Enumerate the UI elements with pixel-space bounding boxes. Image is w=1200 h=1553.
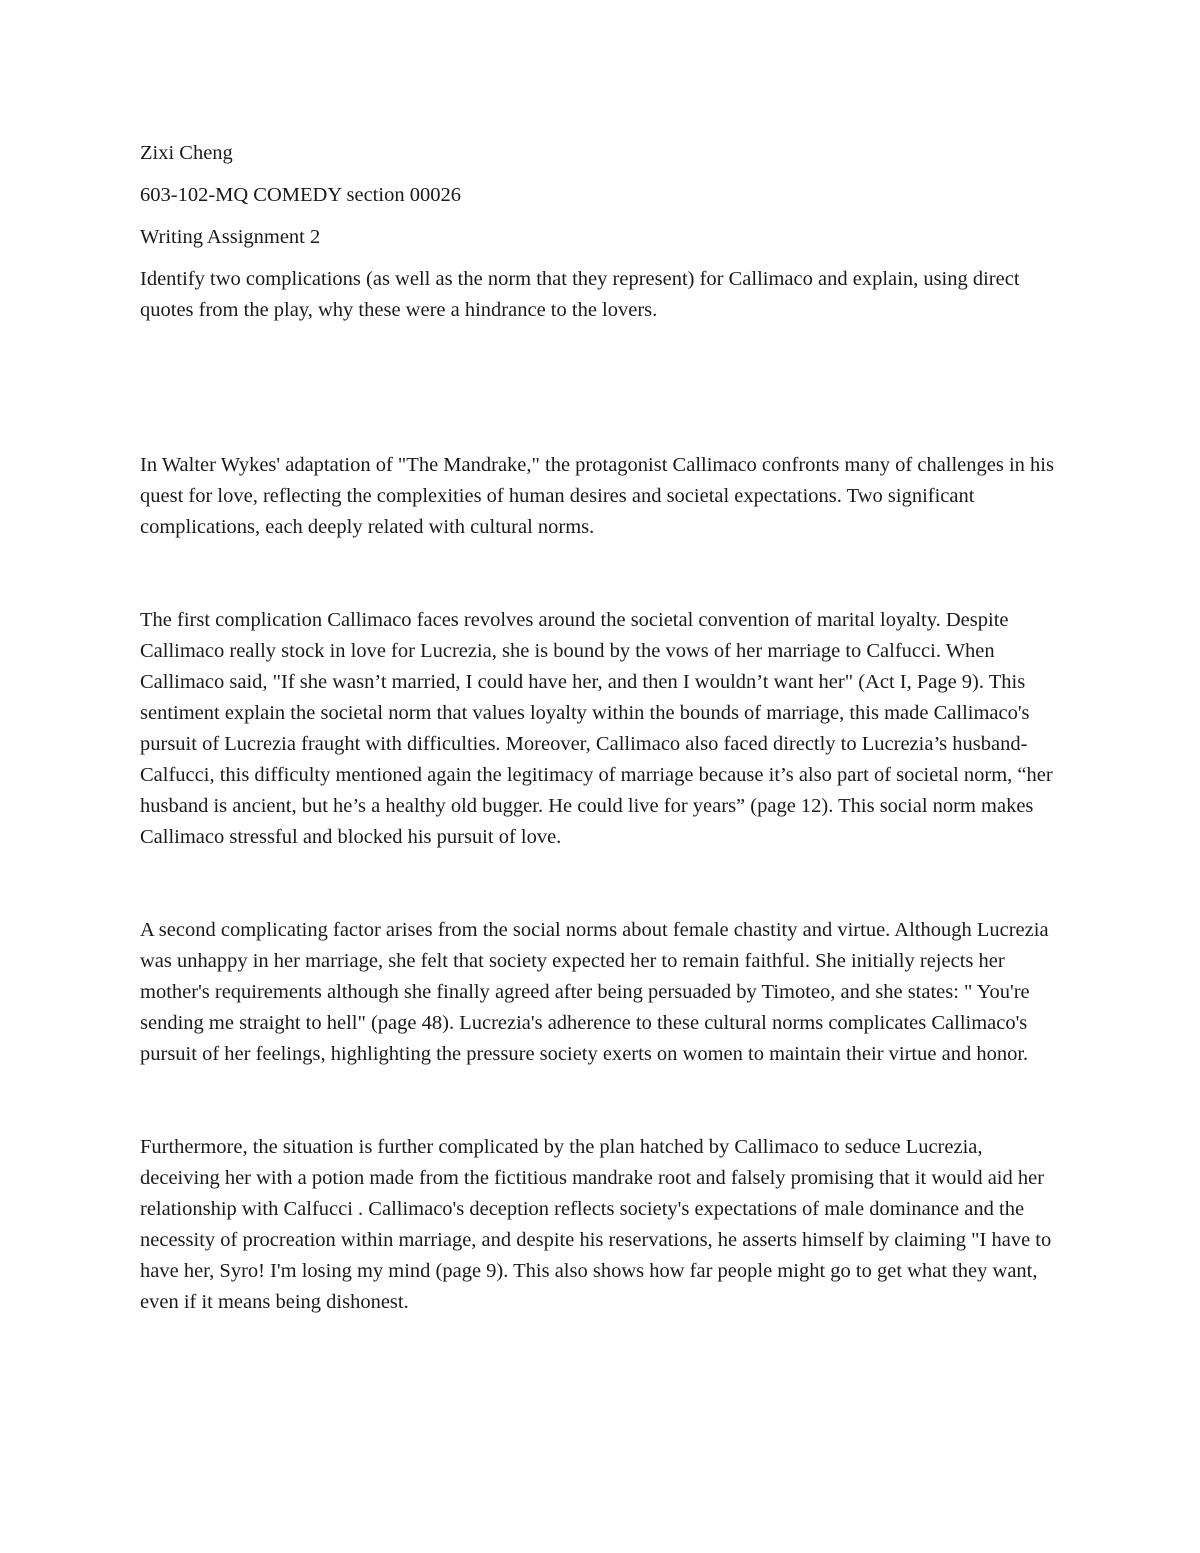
paragraph-second-complication: A second complicating factor arises from the social norms about female chastity and virtue. Although Lucrezia was unhappy in her marriage, she felt that society expected her to remain faithful. She initially rejects her mother's requirements although she finally agreed after being persuaded by Timoteo, and she states: " You're sending me straight to hell" (page 48). Lucrezia's adherence to these cultural norms complicates Callimaco's pursuit of her feelings, highlighting the pressure society exerts on women to maintain their virtue and honor. (140, 919, 1049, 1065)
paragraph-further-complication: Furthermore, the situation is further complicated by the plan hatched by Callimaco to seduce Lucrezia, deceiving her with a potion made from the fictitious mandrake root and falsely promising that it would aid her relationship with Calfucci . Callimaco's deception reflects society's expectations of male dominance and the necessity of procreation within marriage, and despite his reservations, he asserts himself by claiming "I have to have her, Syro! I'm losing my mind (page 9). This also shows how far people might go to get what they want, even if it means being dishonest. (140, 1136, 1052, 1313)
document-body (140, 138, 1055, 1318)
paragraph-introduction: In Walter Wykes' adaptation of "The Mandrake," the protagonist Callimaco confronts many of challenges in his quest for love, reflecting the complexities of human desires and societal expectations. Two significant complications, each deeply related with cultural norms. (140, 454, 1054, 538)
assignment-title: Writing Assignment 2 (140, 226, 321, 248)
course-line: 603-102-MQ COMEDY section 00026 (140, 184, 461, 206)
author-name: Zixi Cheng (140, 142, 233, 164)
assignment-prompt: Identify two complications (as well as the norm that they represent) for Callimaco and explain, using direct quotes from the play, why these were a hindrance to the lovers. (140, 268, 1020, 321)
paragraph-first-complication: The first complication Callimaco faces revolves around the societal convention of marital loyalty. Despite Callimaco really stock in love for Lucrezia, she is bound by the vows of her marriage to Calfucci. When Callimaco said, "If she wasn’t married, I could have her, and then I wouldn’t want her" (Act I, Page 9). This sentiment explain the societal norm that values loyalty within the bounds of marriage, this made Callimaco's pursuit of Lucrezia fraught with difficulties. Moreover, Callimaco also faced directly to Lucrezia’s husband- Calfucci, this difficulty mentioned again the legitimacy of marriage because it’s also part of societal norm, “her husband is ancient, but he’s a healthy old bugger. He could live for years” (page 12). This social norm makes Callimaco stressful and blocked his pursuit of love. (140, 609, 1053, 848)
